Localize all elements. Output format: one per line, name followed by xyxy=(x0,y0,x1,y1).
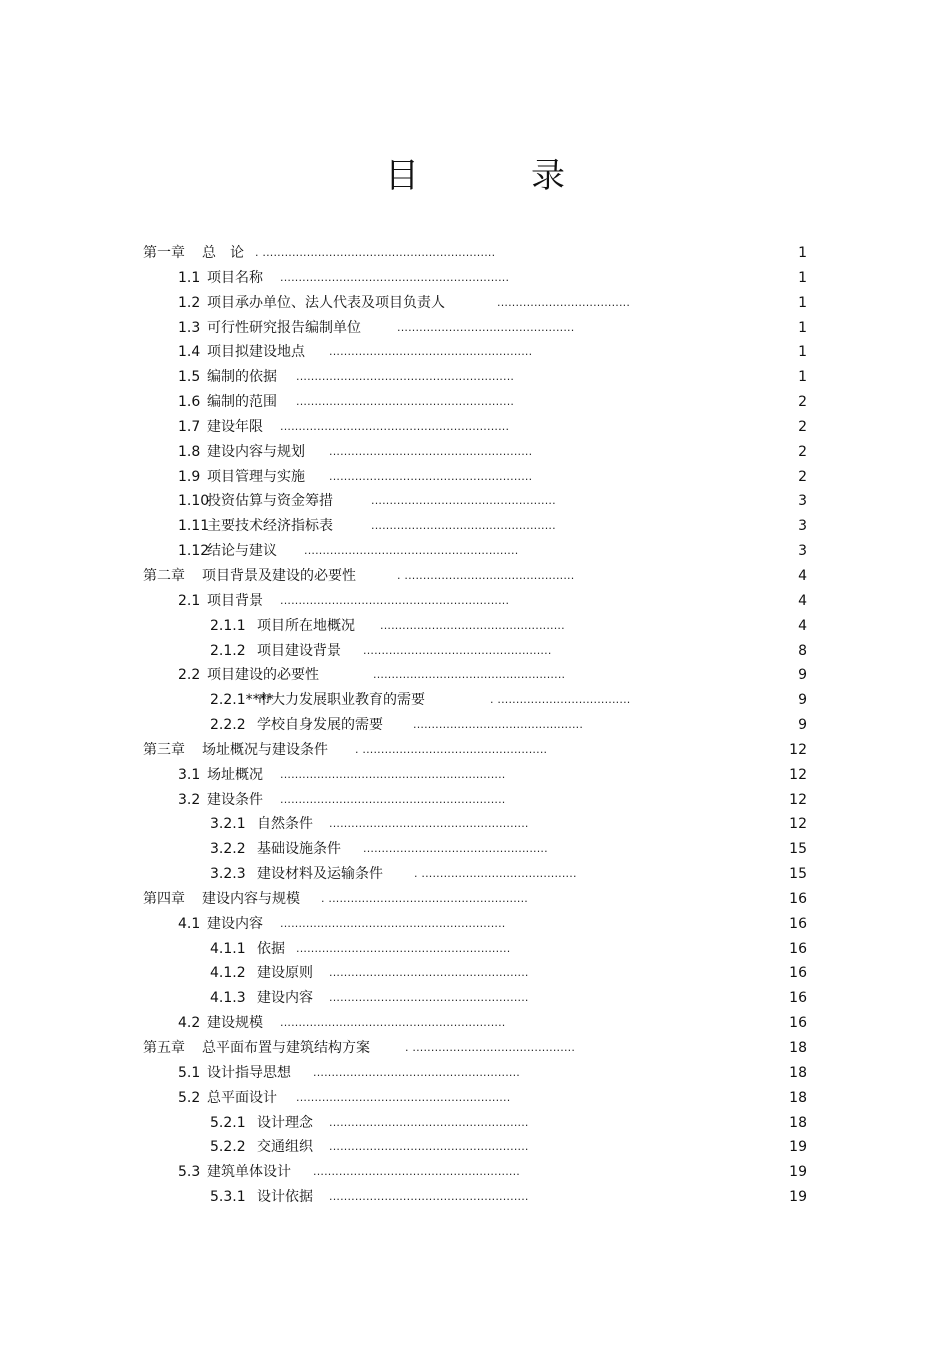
toc-entry-title: 建设内容与规模 xyxy=(202,890,300,907)
page-title xyxy=(0,148,950,197)
toc-entry-number: 第一章 xyxy=(143,245,185,261)
toc-entry-number: 5.2 xyxy=(178,1089,201,1106)
toc-page-number: 3 xyxy=(798,518,807,535)
toc-entry-number: 5.1 xyxy=(178,1064,201,1081)
toc-entry[interactable] xyxy=(143,738,807,763)
toc-entry-number: 第三章 xyxy=(143,741,185,758)
toc-dot-leader: ............................................................. xyxy=(280,767,506,781)
toc-dot-leader: ...................................................... xyxy=(329,1115,529,1129)
toc-entry-title: 建筑单体设计 xyxy=(207,1164,291,1181)
toc-entry[interactable] xyxy=(143,1086,807,1111)
toc-entry[interactable] xyxy=(143,639,807,664)
toc-entry-title: 编制的范围 xyxy=(207,394,277,411)
toc-entry-title: 建设条件 xyxy=(207,791,263,808)
toc-entry-number: 1.4 xyxy=(178,344,201,361)
toc-page-number: 4 xyxy=(798,592,807,609)
toc-page-number: 19 xyxy=(789,1139,807,1156)
toc-entry-title: 建设内容 xyxy=(207,915,263,932)
toc-entry[interactable] xyxy=(143,1135,807,1160)
toc-entry-number: 4.1 xyxy=(178,915,201,932)
toc-entry-title: 建设规模 xyxy=(207,1015,263,1032)
toc-entry-number: 第四章 xyxy=(143,890,185,907)
toc-dot-leader: . .............................................. xyxy=(397,568,575,582)
toc-page-number: 16 xyxy=(789,990,807,1007)
toc-entry-number: 5.2.1 xyxy=(210,1114,246,1131)
toc-entry[interactable] xyxy=(143,415,807,440)
table-of-contents xyxy=(143,241,807,1210)
toc-page-number: 12 xyxy=(789,766,807,783)
toc-page-number: 4 xyxy=(798,617,807,634)
toc-entry[interactable] xyxy=(143,291,807,316)
toc-dot-leader: .................................... xyxy=(497,295,631,309)
toc-entry-title: 投资估算与资金筹措 xyxy=(207,493,333,510)
toc-entry-number: 3.2.3 xyxy=(210,866,246,883)
toc-page-number: 15 xyxy=(789,866,807,883)
toc-entry-number: 1.7 xyxy=(178,418,201,435)
toc-page-number: 1 xyxy=(798,245,807,261)
toc-entry[interactable] xyxy=(143,1160,807,1185)
toc-entry-title: 项目背景及建设的必要性 xyxy=(202,567,356,584)
toc-page-number: 2 xyxy=(798,418,807,435)
toc-page-number: 16 xyxy=(789,1015,807,1032)
page-title-char-2: 录 xyxy=(531,156,565,196)
toc-entry[interactable] xyxy=(143,1011,807,1036)
toc-dot-leader: ................................................ xyxy=(397,320,575,334)
toc-entry[interactable] xyxy=(143,440,807,465)
toc-dot-leader: . ............................................................... xyxy=(255,246,496,259)
toc-entry-title: 项目名称 xyxy=(207,269,263,286)
toc-entry[interactable] xyxy=(143,912,807,937)
toc-dot-leader: ........................................................... xyxy=(296,370,515,384)
toc-entry-number: 2.1.1 xyxy=(210,617,246,634)
toc-entry-number: 2.2 xyxy=(178,667,201,684)
toc-entry[interactable] xyxy=(143,316,807,341)
toc-page-number: 1 xyxy=(798,269,807,286)
toc-entry[interactable] xyxy=(143,713,807,738)
toc-page-number: 18 xyxy=(789,1040,807,1056)
toc-entry-number: 3.2 xyxy=(178,791,201,808)
toc-dot-leader: .................................................. xyxy=(380,618,565,632)
toc-dot-leader: . ............................................ xyxy=(405,1041,576,1054)
toc-entry-number: 4.2 xyxy=(178,1015,201,1032)
toc-entry-title: 项目拟建设地点 xyxy=(207,344,305,361)
toc-entry-title: 场址概况 xyxy=(207,766,263,783)
toc-page-number: 8 xyxy=(798,642,807,659)
toc-entry[interactable] xyxy=(143,937,807,962)
toc-dot-leader: .......................................................... xyxy=(296,941,511,955)
toc-entry[interactable] xyxy=(143,688,807,713)
toc-entry[interactable] xyxy=(143,340,807,365)
toc-dot-leader: ...................................................... xyxy=(329,966,529,980)
toc-entry-number: 5.2.2 xyxy=(210,1139,246,1156)
toc-dot-leader: ...................................................... xyxy=(329,991,529,1005)
toc-dot-leader: ....................................................... xyxy=(329,345,533,359)
toc-dot-leader: . .................................... xyxy=(490,693,631,707)
toc-entry-number: 4.1.2 xyxy=(210,965,246,982)
toc-entry-title: 设计理念 xyxy=(257,1114,313,1131)
toc-dot-leader: ............................................................. xyxy=(280,792,506,806)
toc-entry-title: 自然条件 xyxy=(257,816,313,833)
toc-entry[interactable] xyxy=(143,887,807,912)
toc-page-number: 1 xyxy=(798,319,807,336)
toc-entry[interactable] xyxy=(143,862,807,887)
toc-page-number: 18 xyxy=(789,1089,807,1106)
toc-entry-number: 2.2.1**** xyxy=(210,692,274,709)
toc-entry[interactable] xyxy=(143,589,807,614)
toc-entry-number: 2.1 xyxy=(178,592,201,609)
toc-entry-title: 建设原则 xyxy=(257,965,313,982)
toc-entry[interactable] xyxy=(143,564,807,589)
toc-page-number: 3 xyxy=(798,493,807,510)
toc-dot-leader: .................................................. xyxy=(363,842,548,856)
toc-entry-number: 1.2 xyxy=(178,294,201,311)
toc-entry[interactable] xyxy=(143,614,807,639)
toc-entry-title: 项目管理与实施 xyxy=(207,468,305,485)
toc-entry-number: 1.5 xyxy=(178,369,201,386)
page-title-char-1: 目 xyxy=(385,156,419,196)
toc-dot-leader: . ...................................................... xyxy=(321,891,529,905)
toc-page-number: 19 xyxy=(789,1189,807,1206)
toc-entry[interactable] xyxy=(143,788,807,813)
toc-entry-title: 项目建设的必要性 xyxy=(207,667,319,684)
toc-dot-leader: ....................................................... xyxy=(329,444,533,458)
toc-dot-leader: ........................................................ xyxy=(313,1165,521,1179)
toc-entry-number: 5.3 xyxy=(178,1164,201,1181)
toc-dot-leader: ...................................................... xyxy=(329,817,529,831)
toc-dot-leader: .................................................. xyxy=(371,519,556,533)
toc-entry-title: 建设内容 xyxy=(257,990,313,1007)
toc-entry[interactable] xyxy=(143,390,807,415)
toc-entry-title: 设计依据 xyxy=(257,1189,313,1206)
toc-entry-title: 依据 xyxy=(257,940,285,957)
toc-dot-leader: .............................................................. xyxy=(280,419,510,433)
toc-page-number: 2 xyxy=(798,394,807,411)
toc-dot-leader: .................................................... xyxy=(373,668,565,682)
toc-entry-number: 1.10 xyxy=(178,493,210,510)
toc-page-number: 1 xyxy=(798,369,807,386)
toc-entry-title: 总平面设计 xyxy=(207,1089,277,1106)
toc-page-number: 15 xyxy=(789,841,807,858)
toc-entry-title: 交通组织 xyxy=(257,1139,313,1156)
toc-entry[interactable] xyxy=(143,465,807,490)
toc-page-number: 2 xyxy=(798,468,807,485)
toc-entry[interactable] xyxy=(143,266,807,291)
toc-entry-number: 2.2.2 xyxy=(210,717,246,734)
toc-entry[interactable] xyxy=(143,837,807,862)
toc-entry-number: 3.2.2 xyxy=(210,841,246,858)
toc-entry-title: 项目背景 xyxy=(207,592,263,609)
toc-entry-number: 第二章 xyxy=(143,567,185,584)
toc-page-number: 1 xyxy=(798,294,807,311)
toc-entry-title: 市大力发展职业教育的需要 xyxy=(257,692,425,709)
toc-entry[interactable] xyxy=(143,1111,807,1136)
toc-page-number: 3 xyxy=(798,543,807,560)
toc-entry[interactable] xyxy=(143,986,807,1011)
toc-entry[interactable] xyxy=(143,1036,807,1061)
toc-entry-number: 5.3.1 xyxy=(210,1189,246,1206)
toc-dot-leader: ................................................... xyxy=(363,643,552,657)
toc-dot-leader: .................................................. xyxy=(371,494,556,508)
toc-entry-number: 4.1.1 xyxy=(210,940,246,957)
toc-entry-title: 主要技术经济指标表 xyxy=(207,518,333,535)
toc-entry-title: 基础设施条件 xyxy=(257,841,341,858)
toc-entry-number: 第五章 xyxy=(143,1040,185,1056)
toc-entry-number: 1.12 xyxy=(178,543,210,560)
toc-page-number: 2 xyxy=(798,443,807,460)
toc-page-number: 19 xyxy=(789,1164,807,1181)
toc-entry[interactable] xyxy=(143,1185,807,1210)
toc-entry[interactable] xyxy=(143,812,807,837)
toc-entry-title: 学校自身发展的需要 xyxy=(257,717,383,734)
toc-entry-title: 场址概况与建设条件 xyxy=(202,741,328,758)
toc-page-number: 12 xyxy=(789,816,807,833)
toc-dot-leader: .......................................................... xyxy=(304,544,519,558)
toc-dot-leader: . .......................................... xyxy=(414,867,577,881)
toc-entry-title: 项目所在地概况 xyxy=(257,617,355,634)
toc-entry-title: 可行性研究报告编制单位 xyxy=(207,319,361,336)
toc-entry-title: 建设年限 xyxy=(207,418,263,435)
toc-entry-number: 4.1.3 xyxy=(210,990,246,1007)
toc-dot-leader: ........................................................ xyxy=(313,1065,521,1079)
toc-dot-leader: ............................................................. xyxy=(280,1016,506,1030)
toc-page-number: 18 xyxy=(789,1114,807,1131)
toc-page-number: 9 xyxy=(798,667,807,684)
toc-entry-number: 1.11 xyxy=(178,518,210,535)
toc-entry-title: 建设内容与规划 xyxy=(207,443,305,460)
toc-page-number: 16 xyxy=(789,940,807,957)
toc-entry-number: 3.1 xyxy=(178,766,201,783)
toc-dot-leader: .............................................................. xyxy=(280,593,510,607)
toc-entry[interactable] xyxy=(143,763,807,788)
toc-page-number: 16 xyxy=(789,915,807,932)
toc-entry-title: 建设材料及运输条件 xyxy=(257,866,383,883)
toc-dot-leader: .......................................................... xyxy=(296,1090,511,1104)
toc-page-number: 9 xyxy=(798,717,807,734)
toc-entry-number: 1.6 xyxy=(178,394,201,411)
toc-entry-number: 2.1.2 xyxy=(210,642,246,659)
toc-dot-leader: ....................................................... xyxy=(329,469,533,483)
toc-entry-number: 1.3 xyxy=(178,319,201,336)
toc-entry[interactable] xyxy=(143,961,807,986)
toc-entry-title: 结论与建议 xyxy=(207,543,277,560)
toc-entry[interactable] xyxy=(143,489,807,514)
toc-entry[interactable] xyxy=(143,241,807,266)
toc-entry[interactable] xyxy=(143,365,807,390)
toc-entry[interactable] xyxy=(143,539,807,564)
toc-entry[interactable] xyxy=(143,514,807,539)
toc-entry-title: 项目建设背景 xyxy=(257,642,341,659)
toc-entry-number: 3.2.1 xyxy=(210,816,246,833)
toc-page-number: 4 xyxy=(798,567,807,584)
toc-entry-title: 总 论 xyxy=(202,245,244,261)
toc-entry[interactable] xyxy=(143,663,807,688)
toc-page-number: 16 xyxy=(789,965,807,982)
toc-dot-leader: .............................................................. xyxy=(280,270,510,284)
toc-dot-leader: ............................................................. xyxy=(280,916,506,930)
toc-entry-title: 项目承办单位、法人代表及项目负责人 xyxy=(207,294,445,311)
toc-entry-number: 1.9 xyxy=(178,468,201,485)
toc-page-number: 18 xyxy=(789,1064,807,1081)
toc-entry-number: 1.1 xyxy=(178,269,201,286)
toc-page-number: 12 xyxy=(789,741,807,758)
toc-page-number: 9 xyxy=(798,692,807,709)
toc-dot-leader: ...................................................... xyxy=(329,1140,529,1154)
toc-entry-title: 编制的依据 xyxy=(207,369,277,386)
toc-entry-number: 1.8 xyxy=(178,443,201,460)
toc-dot-leader: .............................................. xyxy=(413,718,584,732)
toc-entry-title: 设计指导思想 xyxy=(207,1064,291,1081)
toc-entry-title: 总平面布置与建筑结构方案 xyxy=(202,1040,370,1056)
toc-page-number: 16 xyxy=(789,890,807,907)
toc-dot-leader: ........................................................... xyxy=(296,395,515,409)
toc-entry[interactable] xyxy=(143,1061,807,1086)
toc-dot-leader: ...................................................... xyxy=(329,1190,529,1204)
toc-page-number: 1 xyxy=(798,344,807,361)
toc-dot-leader: . .................................................. xyxy=(355,742,548,756)
toc-page-number: 12 xyxy=(789,791,807,808)
